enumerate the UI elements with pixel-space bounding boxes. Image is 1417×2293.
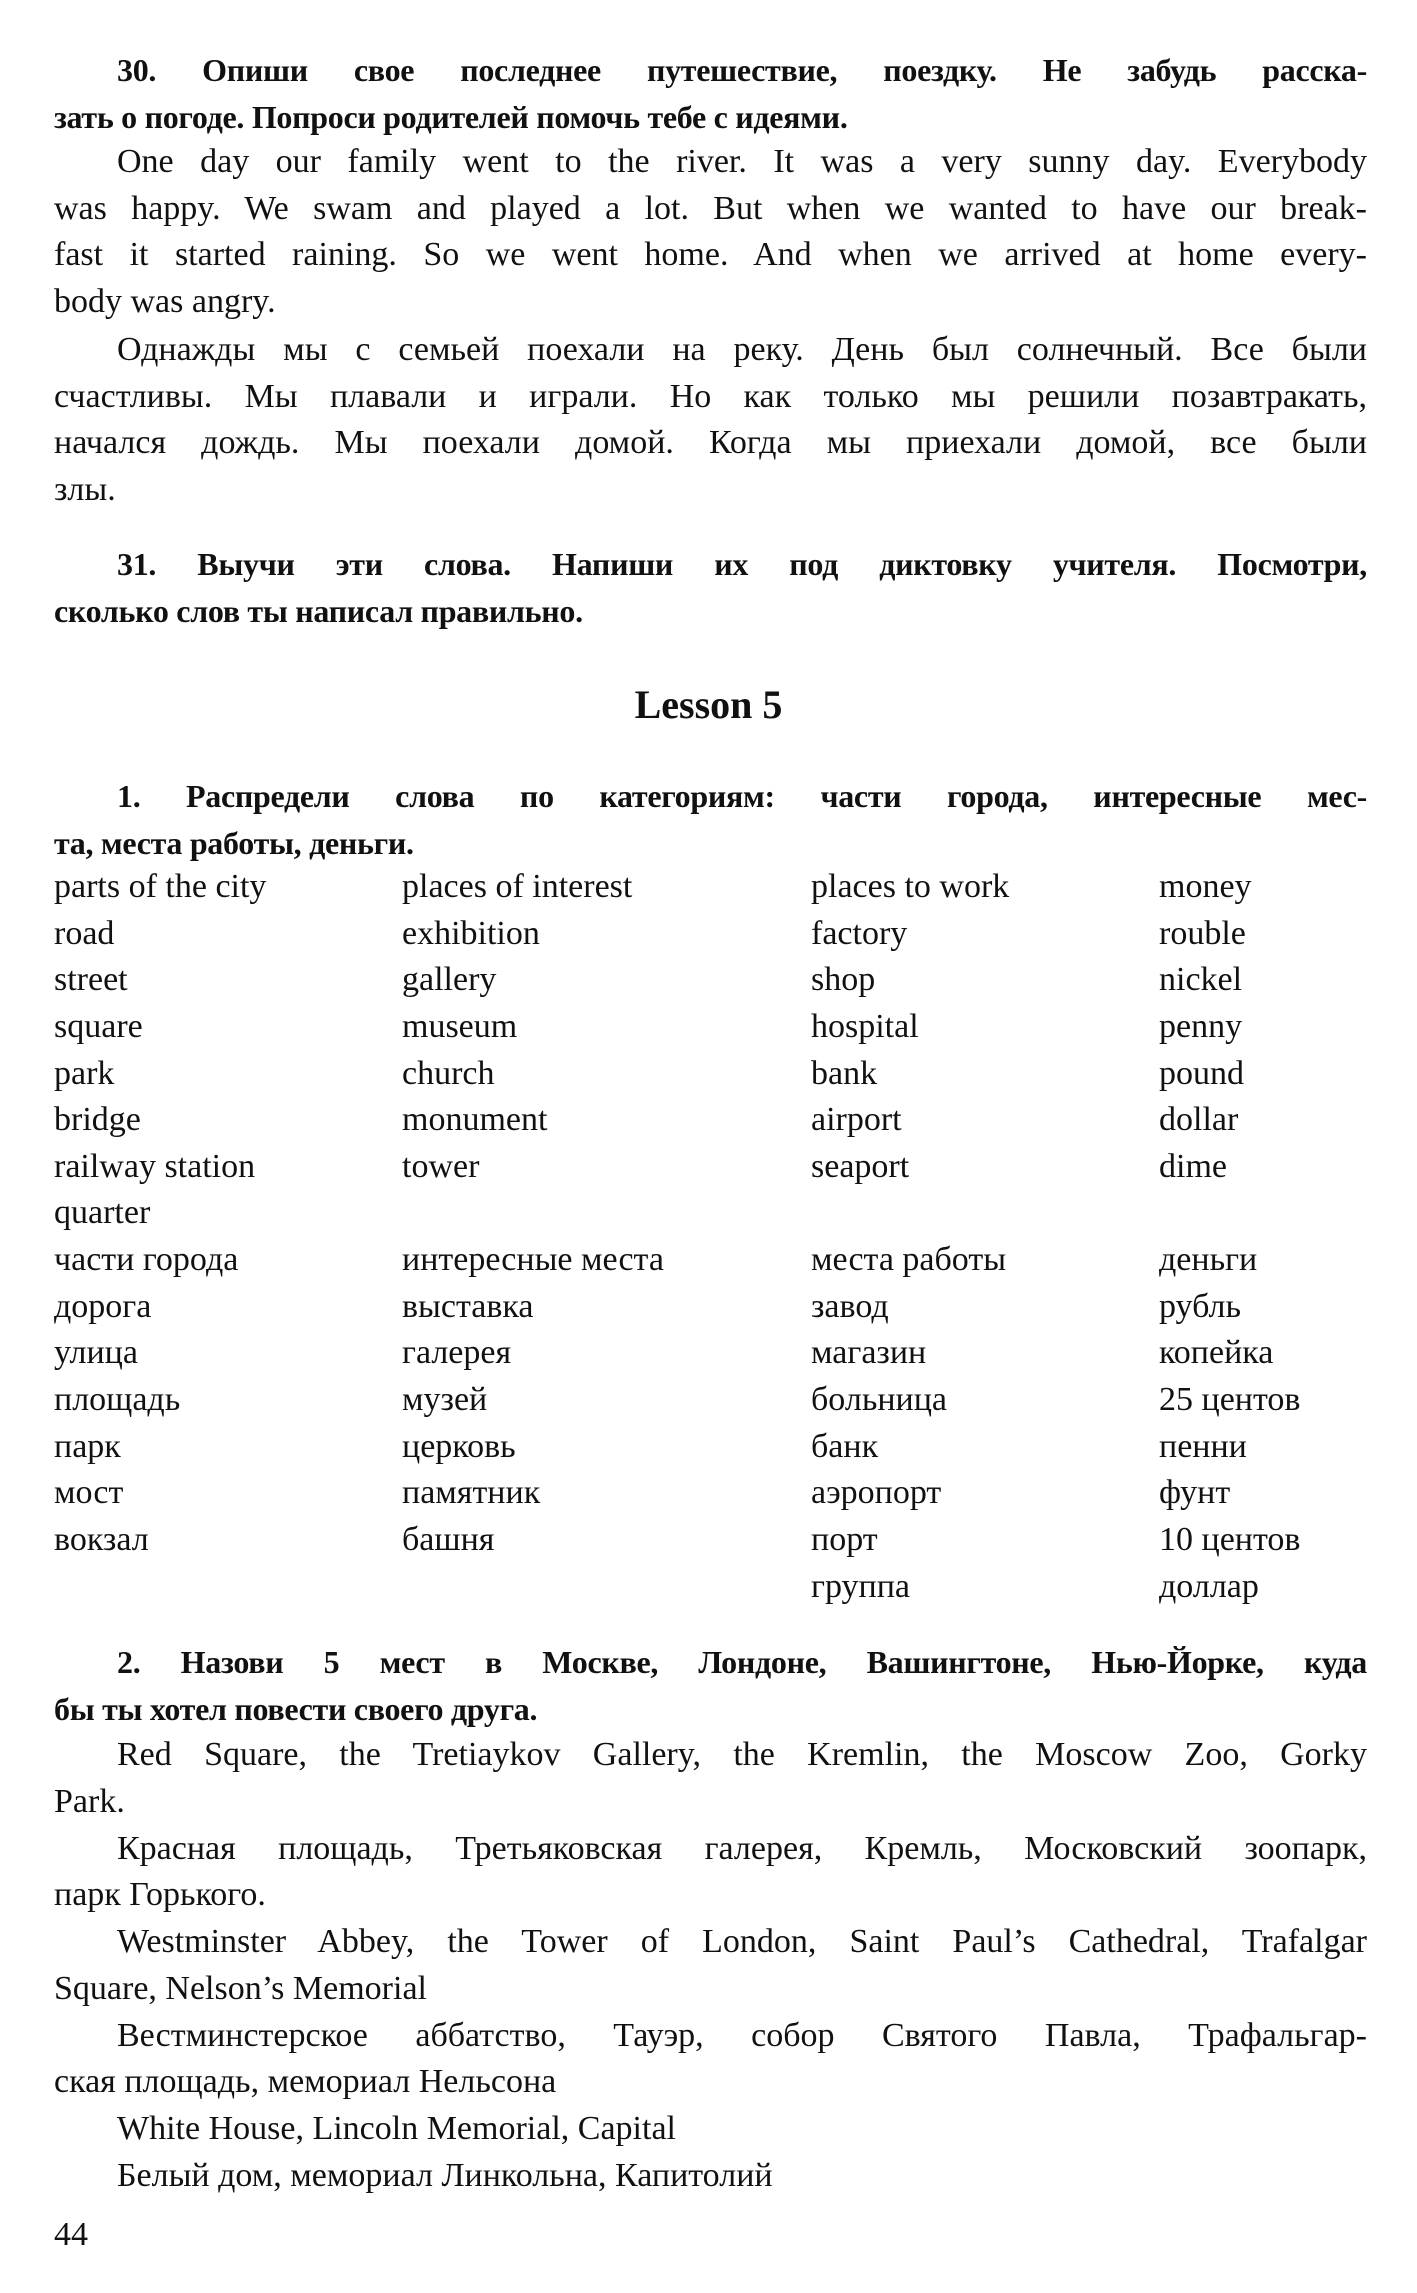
table-header-row [54,864,1367,911]
table-cell: памятник [402,1474,541,1512]
table-cell: railway station [54,1147,256,1185]
table-cell: площадь [54,1381,181,1419]
table-cell: мост [54,1474,124,1512]
table-cell: выставка [402,1287,534,1325]
text-line: Белый дом, мемориал Линкольна, Капитолий [117,2156,773,2194]
table-row [54,911,1367,958]
table-cell: money [1159,868,1252,905]
table-cell: доллар [1159,1567,1259,1605]
answer-paragraph [54,1919,1367,2012]
text-line: fast it started raining. So we went home. And when we arrived at home every- [54,236,1367,274]
table-cell: церковь [402,1427,516,1465]
table-cell: банк [811,1427,879,1465]
text-line: body was angry. [54,283,276,321]
table-cell: музей [402,1381,488,1419]
task-31-heading [54,541,1367,634]
table-cell: деньги [1159,1241,1258,1279]
answer-paragraph [54,2013,1367,2106]
table-cell: places to work [811,868,1010,905]
text-line: was happy. We swam and played a lot. But when we wanted to have our break- [54,189,1367,227]
page-number: 44 [54,2216,88,2253]
answer-paragraph [54,2153,1367,2200]
text-line: 1. Распредели слова по категориям: части города, интересные мес- [117,778,1367,814]
text-line: та, места работы, деньги. [54,824,414,861]
table-cell: quarter [54,1194,151,1232]
table-row [54,1377,1367,1424]
answer-paragraph [54,2106,1367,2153]
table-cell: exhibition [402,914,540,952]
text-line: Красная площадь, Третьяковская галерея, Кремль, Московский зоопарк, [117,1829,1367,1867]
table-cell: места работы [811,1241,1007,1279]
table-row [54,1330,1367,1377]
table-cell: museum [402,1007,518,1045]
table-cell: улица [54,1334,138,1372]
text-line: Westminster Abbey, the Tower of London, Saint Paul’s Cathedral, Trafalgar [117,1923,1367,1961]
text-line: 31. Выучи эти слова. Напиши их под диктовку учителя. Посмотри, [117,546,1367,582]
table-cell: 10 центов [1159,1520,1301,1558]
table-row [54,1470,1367,1517]
task-30-english-paragraph [54,139,1367,326]
table-row [54,1517,1367,1564]
table-cell: башня [402,1520,495,1558]
table-cell: dollar [1159,1101,1239,1139]
table-cell: hospital [811,1007,919,1045]
table-cell: bank [811,1054,878,1092]
word-categories-table [54,864,1367,1610]
text-line: 2. Назови 5 мест в Москве, Лондоне, Вашингтоне, Нью-Йорке, куда [117,1644,1367,1680]
table-cell: вокзал [54,1520,149,1558]
table-cell: rouble [1159,914,1246,952]
table-row [54,1564,1367,1611]
table-cell: monument [402,1101,548,1139]
table-cell: tower [402,1147,480,1185]
table-cell: street [54,961,128,999]
table-row [54,1424,1367,1471]
table-cell: penny [1159,1007,1243,1045]
text-line: злы. [54,471,116,509]
answer-paragraph [54,1826,1367,1919]
table-row [54,1284,1367,1331]
table-cell: gallery [402,961,497,999]
table-cell: порт [811,1520,878,1558]
text-line: 30. Опиши свое последнее путешествие, поездку. Не забудь расска- [117,52,1367,88]
table-cell: pound [1159,1054,1244,1092]
table-cell: дорога [54,1287,152,1325]
table-cell: church [402,1054,495,1092]
answer-paragraph [54,1732,1367,1825]
table-row [54,1144,1367,1191]
table-row [54,1097,1367,1144]
table-cell: копейка [1159,1334,1274,1372]
table-header-row [54,1237,1367,1284]
table-row [54,957,1367,1004]
table-cell: фунт [1159,1474,1231,1512]
text-line: сколько слов ты написал правильно. [54,592,583,629]
table-cell: больница [811,1381,947,1419]
table-cell: shop [811,961,876,999]
lesson-title: Lesson 5 [634,682,783,727]
table-cell: части города [54,1241,239,1279]
task-1-heading [54,773,1367,866]
text-line: White House, Lincoln Memorial, Capital [117,2109,676,2147]
table-cell: галерея [402,1334,512,1372]
table-cell: airport [811,1101,902,1139]
task-2 [54,1639,1367,2199]
table-cell: seaport [811,1147,910,1185]
table-cell: parts of the city [54,868,267,905]
table-cell: factory [811,914,908,952]
text-line: Однажды мы с семьей поехали на реку. День был солнечный. Все были [117,331,1367,368]
table-row [54,1051,1367,1098]
table-cell: park [54,1054,115,1092]
table-cell: пенни [1159,1427,1247,1465]
text-line: парк Горького. [54,1876,266,1914]
table-cell: bridge [54,1101,141,1139]
table-cell: парк [54,1427,121,1465]
table-cell: 25 центов [1159,1381,1301,1419]
text-line: начался дождь. Мы поехали домой. Когда мы приехали домой, все были [54,424,1367,462]
task-30-russian-paragraph [54,327,1367,514]
table-cell: завод [811,1287,889,1325]
table-cell: аэропорт [811,1474,942,1512]
text-line: One day our family went to the river. It was a very sunny day. Everybody [117,143,1367,180]
text-line: Square, Nelson’s Memorial [54,1969,427,2007]
table-row [54,1004,1367,1051]
table-cell: рубль [1159,1287,1242,1325]
text-line: ская площадь, мемориал Нельсона [54,2063,557,2101]
text-line: бы ты хотел повести своего друга. [54,1690,538,1727]
text-line: зать о погоде. Попроси родителей помочь тебе с идеями. [54,98,848,135]
table-cell: интересные места [402,1241,664,1279]
table-cell: dime [1159,1147,1227,1185]
task-30-heading [54,47,1367,140]
table-cell: road [54,914,115,952]
table-row [54,1190,1367,1237]
table-cell: places of interest [402,868,633,905]
text-line: Park. [54,1783,125,1821]
text-line: Вестминстерское аббатство, Тауэр, собор Святого Павла, Трафальгар- [117,2016,1367,2054]
text-line: Red Square, the Tretiaykov Gallery, the Kremlin, the Moscow Zoo, Gorky [117,1736,1367,1774]
table-cell: группа [811,1567,910,1605]
text-line: счастливы. Мы плавали и играли. Но как только мы решили позавтракать, [54,377,1367,415]
table-cell: nickel [1159,961,1243,999]
task-2-heading [54,1639,1367,1732]
table-cell: square [54,1007,143,1045]
table-cell: магазин [811,1334,927,1372]
